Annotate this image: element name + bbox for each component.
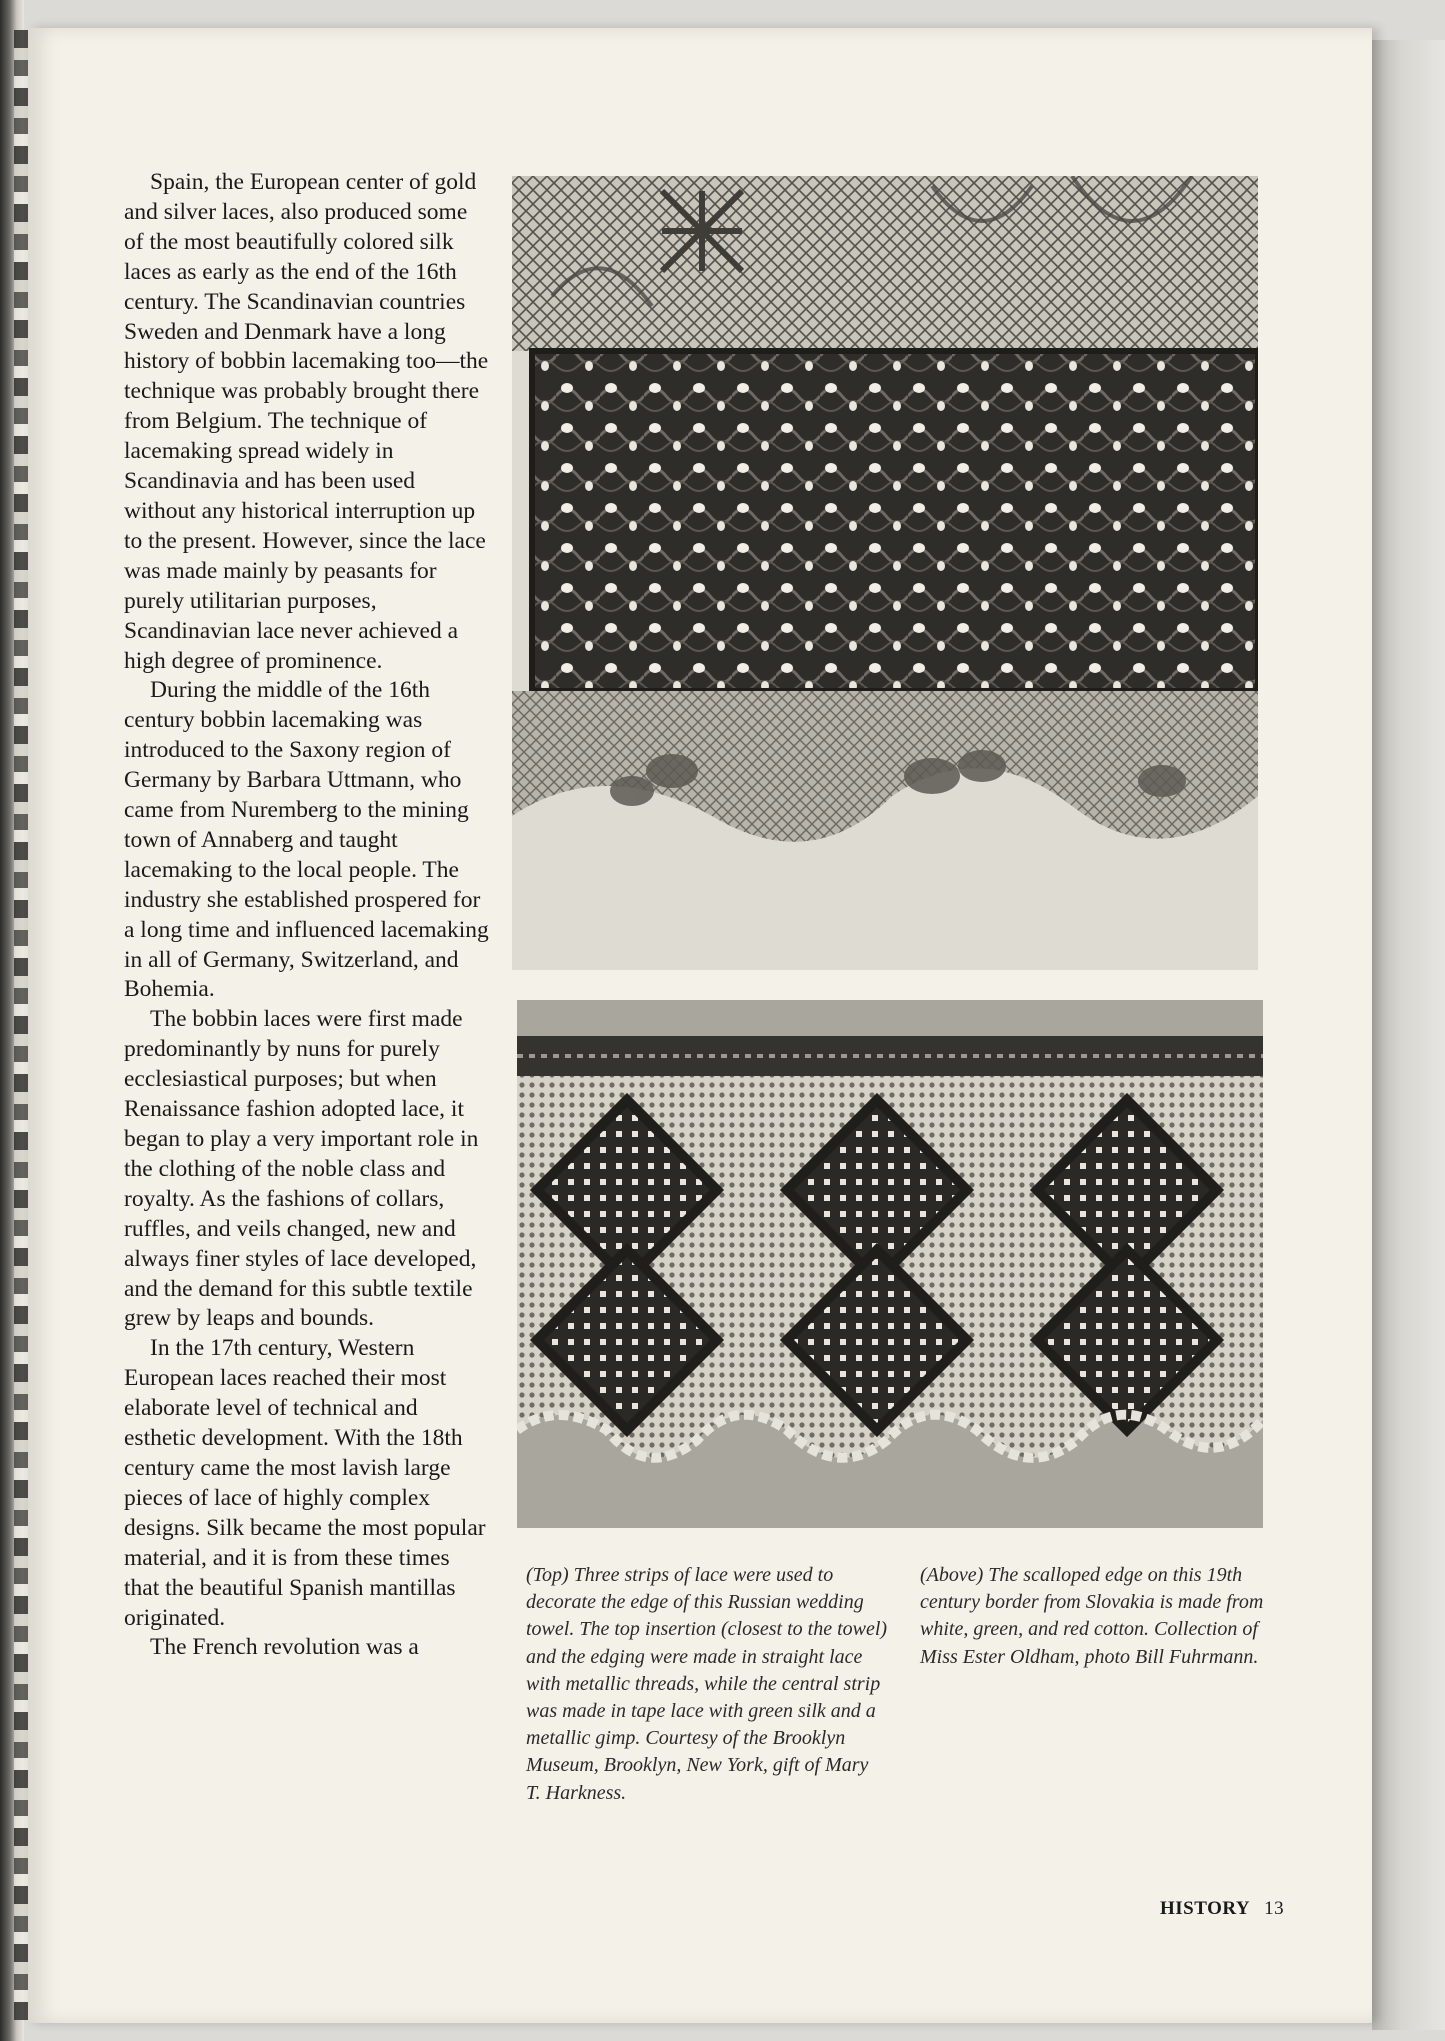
russian-lace-photo	[512, 176, 1258, 970]
paragraph: The bobbin laces were first made predominantly by nuns for purely ecclesiastical purposes; but when Renaissance fashion adopted lace, it began to play a very important role in the clothing of the noble class and royalty. As the fashions of collars, ruffles, and veils changed, new and always finer styles of lace developed, and the demand for this subtle textile grew by leaps and bounds.	[124, 1006, 479, 1332]
paragraph: The French revolution was a	[150, 1634, 419, 1661]
diamond-motifs	[537, 1100, 1217, 1430]
page-footer	[1160, 1898, 1284, 1920]
paragraph: During the middle of the 16th century bobbin lacemaking was introduced to the Saxony region of Germany by Barbara Uttmann, who came from Nuremberg to the mining town of Annaberg and taught lacemaking to the local people. The industry she established prospered for a long time and influenced lacemaking in all of Germany, Switzerland, and Bohemia.	[124, 677, 489, 1003]
cross-motif	[662, 191, 742, 271]
caption-top-photo: (Top) Three strips of lace were used to decorate the edge of this Russian wedding towel. The top insertion (closest to the towel) and the edging were made in straight lace with metallic threads, while the central strip was made in tape lace with green silk and a metallic gimp. Courtesy of the Brooklyn Museum, Brooklyn, New York, gift of Mary T. Harkness.	[526, 1564, 888, 1804]
section-title: HISTORY	[1160, 1898, 1251, 1919]
slovakian-lace-photo	[517, 1000, 1263, 1528]
russian-lace-image	[512, 176, 1258, 970]
table-background	[1372, 40, 1445, 2030]
slovakian-lace-image	[517, 1000, 1263, 1528]
paragraph: In the 17th century, Western European laces reached their most elaborate level of technical and esthetic development. With the 18th century came the most lavish large pieces of lace of highly complex designs. Silk became the most popular material, and it is from these times that the beautiful Spanish mantillas originated.	[124, 1335, 486, 1631]
body-text-column	[124, 168, 490, 1663]
page-number: 13	[1264, 1898, 1285, 1919]
caption-bottom-photo: (Above) The scalloped edge on this 19th century border from Slovakia is made from white, green, and red cotton. Collection of Miss Ester Oldham, photo Bill Fuhrmann.	[920, 1564, 1264, 1668]
paragraph: Spain, the European center of gold and silver laces, also produced some of the most beautifully colored silk laces as early as the end of the 16th century. The Scandinavian countries Sweden and Denmark have a long history of bobbin lacemaking too—the technique was probably brought there from Belgium. The technique of lacemaking spread widely in Scandinavia and has been used without any historical interruption up to the present. However, since the lace was made mainly by peasants for purely utilitarian purposes, Scandinavian lace never achieved a high degree of prominence.	[124, 169, 489, 674]
